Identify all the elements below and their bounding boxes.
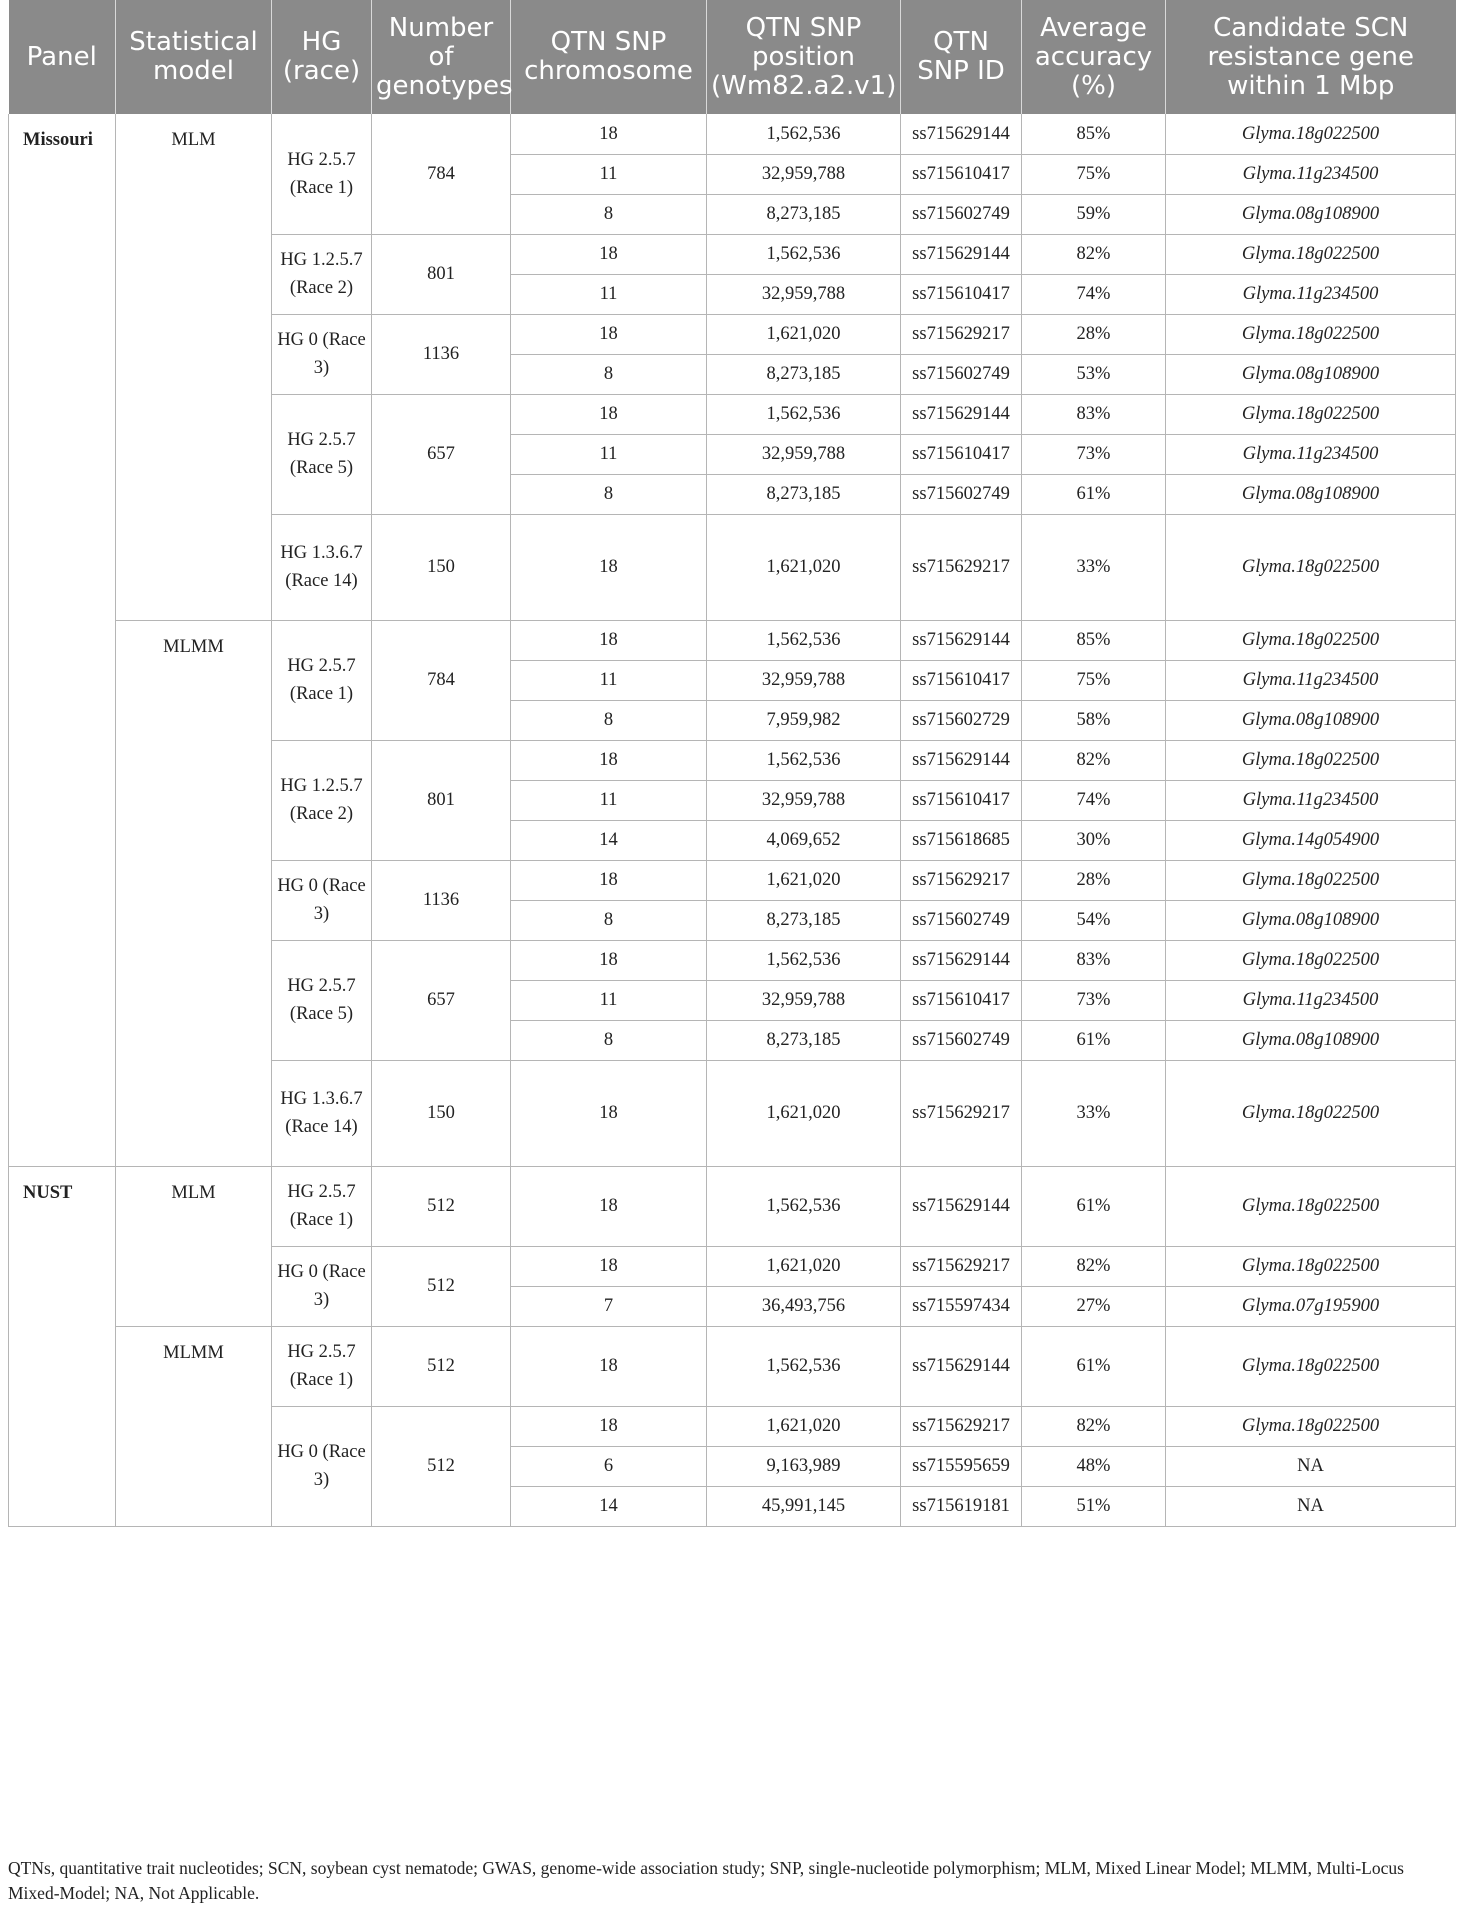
accuracy-cell: 82% [1022, 1406, 1166, 1446]
number-of-genotypes-cell: 512 [372, 1246, 511, 1326]
position-cell: 1,562,536 [707, 740, 901, 780]
position-cell: 1,621,020 [707, 860, 901, 900]
snp-id-cell: ss715629144 [901, 940, 1022, 980]
chromosome-cell: 11 [511, 434, 707, 474]
position-cell: 1,562,536 [707, 620, 901, 660]
accuracy-cell: 33% [1022, 514, 1166, 620]
accuracy-cell: 73% [1022, 434, 1166, 474]
accuracy-cell: 85% [1022, 620, 1166, 660]
snp-id-cell: ss715595659 [901, 1446, 1022, 1486]
hg-race-cell: HG 2.5.7 (Race 1) [272, 114, 372, 234]
hg-race-cell: HG 2.5.7 (Race 5) [272, 394, 372, 514]
chromosome-cell: 6 [511, 1446, 707, 1486]
chromosome-cell: 14 [511, 820, 707, 860]
candidate-gene-cell: Glyma.08g108900 [1166, 900, 1456, 940]
accuracy-cell: 75% [1022, 154, 1166, 194]
position-cell: 32,959,788 [707, 780, 901, 820]
hg-race-cell: HG 0 (Race 3) [272, 314, 372, 394]
header-candidate-gene: Candidate SCN resistance gene within 1 Mbp [1166, 0, 1456, 114]
candidate-gene-cell: Glyma.18g022500 [1166, 514, 1456, 620]
snp-id-cell: ss715610417 [901, 660, 1022, 700]
chromosome-cell: 11 [511, 980, 707, 1020]
chromosome-cell: 11 [511, 780, 707, 820]
table-row [9, 620, 1456, 660]
position-cell: 45,991,145 [707, 1486, 901, 1526]
accuracy-cell: 82% [1022, 1246, 1166, 1286]
snp-id-cell: ss715602749 [901, 900, 1022, 940]
position-cell: 32,959,788 [707, 154, 901, 194]
number-of-genotypes-cell: 150 [372, 514, 511, 620]
table-row [9, 114, 1456, 154]
candidate-gene-cell: Glyma.18g022500 [1166, 1326, 1456, 1406]
candidate-gene-cell: Glyma.18g022500 [1166, 314, 1456, 354]
snp-id-cell: ss715610417 [901, 980, 1022, 1020]
statistical-model-cell: MLMM [116, 620, 272, 1166]
position-cell: 9,163,989 [707, 1446, 901, 1486]
accuracy-cell: 28% [1022, 314, 1166, 354]
snp-id-cell: ss715602729 [901, 700, 1022, 740]
candidate-gene-cell: Glyma.18g022500 [1166, 394, 1456, 434]
accuracy-cell: 28% [1022, 860, 1166, 900]
candidate-gene-cell: Glyma.11g234500 [1166, 154, 1456, 194]
chromosome-cell: 8 [511, 194, 707, 234]
header-qtn-snp-chromosome: QTN SNP chromosome [511, 0, 707, 114]
statistical-model-cell: MLM [116, 1166, 272, 1326]
accuracy-cell: 53% [1022, 354, 1166, 394]
position-cell: 8,273,185 [707, 1020, 901, 1060]
accuracy-cell: 61% [1022, 1166, 1166, 1246]
candidate-gene-cell: Glyma.11g234500 [1166, 780, 1456, 820]
chromosome-cell: 14 [511, 1486, 707, 1526]
accuracy-cell: 61% [1022, 1020, 1166, 1060]
snp-id-cell: ss715629144 [901, 1166, 1022, 1246]
snp-id-cell: ss715629217 [901, 1406, 1022, 1446]
candidate-gene-cell: Glyma.18g022500 [1166, 740, 1456, 780]
candidate-gene-cell: Glyma.18g022500 [1166, 1060, 1456, 1166]
statistical-model-cell: MLMM [116, 1326, 272, 1526]
chromosome-cell: 8 [511, 474, 707, 514]
candidate-gene-cell: Glyma.08g108900 [1166, 1020, 1456, 1060]
snp-id-cell: ss715629217 [901, 1060, 1022, 1166]
snp-id-cell: ss715629144 [901, 234, 1022, 274]
snp-id-cell: ss715629144 [901, 1326, 1022, 1406]
position-cell: 1,621,020 [707, 1246, 901, 1286]
number-of-genotypes-cell: 150 [372, 1060, 511, 1166]
accuracy-cell: 27% [1022, 1286, 1166, 1326]
header-hg-race: HG (race) [272, 0, 372, 114]
number-of-genotypes-cell: 801 [372, 234, 511, 314]
snp-id-cell: ss715629217 [901, 1246, 1022, 1286]
chromosome-cell: 11 [511, 154, 707, 194]
position-cell: 1,562,536 [707, 234, 901, 274]
accuracy-cell: 48% [1022, 1446, 1166, 1486]
header-number-of-genotypes: Number of genotypes [372, 0, 511, 114]
candidate-gene-cell: Glyma.18g022500 [1166, 234, 1456, 274]
position-cell: 32,959,788 [707, 660, 901, 700]
snp-id-cell: ss715629144 [901, 620, 1022, 660]
accuracy-cell: 33% [1022, 1060, 1166, 1166]
candidate-gene-cell: Glyma.11g234500 [1166, 434, 1456, 474]
snp-id-cell: ss715629144 [901, 394, 1022, 434]
snp-id-cell: ss715610417 [901, 154, 1022, 194]
accuracy-cell: 54% [1022, 900, 1166, 940]
number-of-genotypes-cell: 801 [372, 740, 511, 860]
accuracy-cell: 74% [1022, 780, 1166, 820]
accuracy-cell: 75% [1022, 660, 1166, 700]
snp-id-cell: ss715629217 [901, 860, 1022, 900]
position-cell: 1,562,536 [707, 114, 901, 154]
candidate-gene-cell: Glyma.18g022500 [1166, 620, 1456, 660]
results-table-container [8, 0, 1455, 1527]
position-cell: 32,959,788 [707, 274, 901, 314]
header-statistical-model: Statistical model [116, 0, 272, 114]
panel-cell: Missouri [9, 114, 116, 1166]
hg-race-cell: HG 2.5.7 (Race 1) [272, 1326, 372, 1406]
chromosome-cell: 18 [511, 514, 707, 620]
header-panel: Panel [9, 0, 116, 114]
qtn-results-table [8, 0, 1456, 1527]
number-of-genotypes-cell: 512 [372, 1406, 511, 1526]
number-of-genotypes-cell: 784 [372, 114, 511, 234]
snp-id-cell: ss715602749 [901, 1020, 1022, 1060]
chromosome-cell: 18 [511, 860, 707, 900]
hg-race-cell: HG 0 (Race 3) [272, 1246, 372, 1326]
position-cell: 4,069,652 [707, 820, 901, 860]
chromosome-cell: 18 [511, 394, 707, 434]
position-cell: 32,959,788 [707, 434, 901, 474]
candidate-gene-cell: Glyma.08g108900 [1166, 700, 1456, 740]
header-row [9, 0, 1456, 114]
accuracy-cell: 74% [1022, 274, 1166, 314]
snp-id-cell: ss715610417 [901, 780, 1022, 820]
hg-race-cell: HG 0 (Race 3) [272, 1406, 372, 1526]
position-cell: 8,273,185 [707, 900, 901, 940]
snp-id-cell: ss715610417 [901, 274, 1022, 314]
accuracy-cell: 83% [1022, 940, 1166, 980]
snp-id-cell: ss715629144 [901, 740, 1022, 780]
accuracy-cell: 30% [1022, 820, 1166, 860]
chromosome-cell: 18 [511, 114, 707, 154]
chromosome-cell: 18 [511, 1060, 707, 1166]
chromosome-cell: 18 [511, 940, 707, 980]
chromosome-cell: 18 [511, 1406, 707, 1446]
chromosome-cell: 18 [511, 1166, 707, 1246]
table-body [9, 114, 1456, 1526]
snp-id-cell: ss715619181 [901, 1486, 1022, 1526]
candidate-gene-cell: Glyma.08g108900 [1166, 194, 1456, 234]
chromosome-cell: 18 [511, 314, 707, 354]
chromosome-cell: 7 [511, 1286, 707, 1326]
position-cell: 36,493,756 [707, 1286, 901, 1326]
hg-race-cell: HG 2.5.7 (Race 1) [272, 620, 372, 740]
candidate-gene-cell: Glyma.11g234500 [1166, 274, 1456, 314]
position-cell: 1,562,536 [707, 940, 901, 980]
position-cell: 1,621,020 [707, 1406, 901, 1446]
candidate-gene-cell: Glyma.07g195900 [1166, 1286, 1456, 1326]
chromosome-cell: 8 [511, 700, 707, 740]
position-cell: 1,621,020 [707, 514, 901, 620]
snp-id-cell: ss715597434 [901, 1286, 1022, 1326]
hg-race-cell: HG 0 (Race 3) [272, 860, 372, 940]
snp-id-cell: ss715618685 [901, 820, 1022, 860]
snp-id-cell: ss715629217 [901, 514, 1022, 620]
accuracy-cell: 51% [1022, 1486, 1166, 1526]
snp-id-cell: ss715629144 [901, 114, 1022, 154]
hg-race-cell: HG 1.2.5.7 (Race 2) [272, 740, 372, 860]
candidate-gene-cell: NA [1166, 1486, 1456, 1526]
candidate-gene-cell: Glyma.11g234500 [1166, 660, 1456, 700]
snp-id-cell: ss715602749 [901, 474, 1022, 514]
candidate-gene-cell: Glyma.18g022500 [1166, 1406, 1456, 1446]
statistical-model-cell: MLM [116, 114, 272, 620]
accuracy-cell: 61% [1022, 474, 1166, 514]
accuracy-cell: 58% [1022, 700, 1166, 740]
table-row [9, 1166, 1456, 1246]
number-of-genotypes-cell: 1136 [372, 314, 511, 394]
accuracy-cell: 82% [1022, 740, 1166, 780]
hg-race-cell: HG 1.3.6.7 (Race 14) [272, 514, 372, 620]
accuracy-cell: 59% [1022, 194, 1166, 234]
position-cell: 1,621,020 [707, 1060, 901, 1166]
position-cell: 1,621,020 [707, 314, 901, 354]
position-cell: 1,562,536 [707, 1326, 901, 1406]
position-cell: 8,273,185 [707, 474, 901, 514]
position-cell: 7,959,982 [707, 700, 901, 740]
position-cell: 32,959,788 [707, 980, 901, 1020]
candidate-gene-cell: Glyma.08g108900 [1166, 354, 1456, 394]
candidate-gene-cell: Glyma.14g054900 [1166, 820, 1456, 860]
chromosome-cell: 18 [511, 740, 707, 780]
number-of-genotypes-cell: 657 [372, 940, 511, 1060]
snp-id-cell: ss715610417 [901, 434, 1022, 474]
candidate-gene-cell: NA [1166, 1446, 1456, 1486]
chromosome-cell: 11 [511, 274, 707, 314]
snp-id-cell: ss715602749 [901, 194, 1022, 234]
candidate-gene-cell: Glyma.18g022500 [1166, 114, 1456, 154]
position-cell: 8,273,185 [707, 354, 901, 394]
accuracy-cell: 61% [1022, 1326, 1166, 1406]
header-qtn-snp-id: QTN SNP ID [901, 0, 1022, 114]
number-of-genotypes-cell: 784 [372, 620, 511, 740]
snp-id-cell: ss715602749 [901, 354, 1022, 394]
chromosome-cell: 8 [511, 354, 707, 394]
candidate-gene-cell: Glyma.18g022500 [1166, 860, 1456, 900]
accuracy-cell: 83% [1022, 394, 1166, 434]
table-row [9, 1326, 1456, 1406]
position-cell: 1,562,536 [707, 1166, 901, 1246]
header-average-accuracy: Average accuracy (%) [1022, 0, 1166, 114]
hg-race-cell: HG 1.2.5.7 (Race 2) [272, 234, 372, 314]
chromosome-cell: 8 [511, 1020, 707, 1060]
chromosome-cell: 18 [511, 1326, 707, 1406]
table-footnote: QTNs, quantitative trait nucleotides; SCN, soybean cyst nematode; GWAS, genome-wide association study; SNP, single-nucleotide polymorphism; MLM, Mixed Linear Model; MLMM, Multi-Locus Mixed-Model; NA, Not Applicable. [8, 1858, 1404, 1903]
candidate-gene-cell: Glyma.18g022500 [1166, 1166, 1456, 1246]
chromosome-cell: 18 [511, 620, 707, 660]
position-cell: 1,562,536 [707, 394, 901, 434]
hg-race-cell: HG 1.3.6.7 (Race 14) [272, 1060, 372, 1166]
hg-race-cell: HG 2.5.7 (Race 5) [272, 940, 372, 1060]
accuracy-cell: 73% [1022, 980, 1166, 1020]
chromosome-cell: 11 [511, 660, 707, 700]
snp-id-cell: ss715629217 [901, 314, 1022, 354]
accuracy-cell: 85% [1022, 114, 1166, 154]
panel-cell: NUST [9, 1166, 116, 1526]
number-of-genotypes-cell: 512 [372, 1166, 511, 1246]
chromosome-cell: 18 [511, 1246, 707, 1286]
candidate-gene-cell: Glyma.11g234500 [1166, 980, 1456, 1020]
candidate-gene-cell: Glyma.08g108900 [1166, 474, 1456, 514]
number-of-genotypes-cell: 1136 [372, 860, 511, 940]
chromosome-cell: 18 [511, 234, 707, 274]
number-of-genotypes-cell: 512 [372, 1326, 511, 1406]
header-qtn-snp-position: QTN SNP position (Wm82.a2.v1) [707, 0, 901, 114]
accuracy-cell: 82% [1022, 234, 1166, 274]
chromosome-cell: 8 [511, 900, 707, 940]
hg-race-cell: HG 2.5.7 (Race 1) [272, 1166, 372, 1246]
position-cell: 8,273,185 [707, 194, 901, 234]
candidate-gene-cell: Glyma.18g022500 [1166, 1246, 1456, 1286]
candidate-gene-cell: Glyma.18g022500 [1166, 940, 1456, 980]
number-of-genotypes-cell: 657 [372, 394, 511, 514]
